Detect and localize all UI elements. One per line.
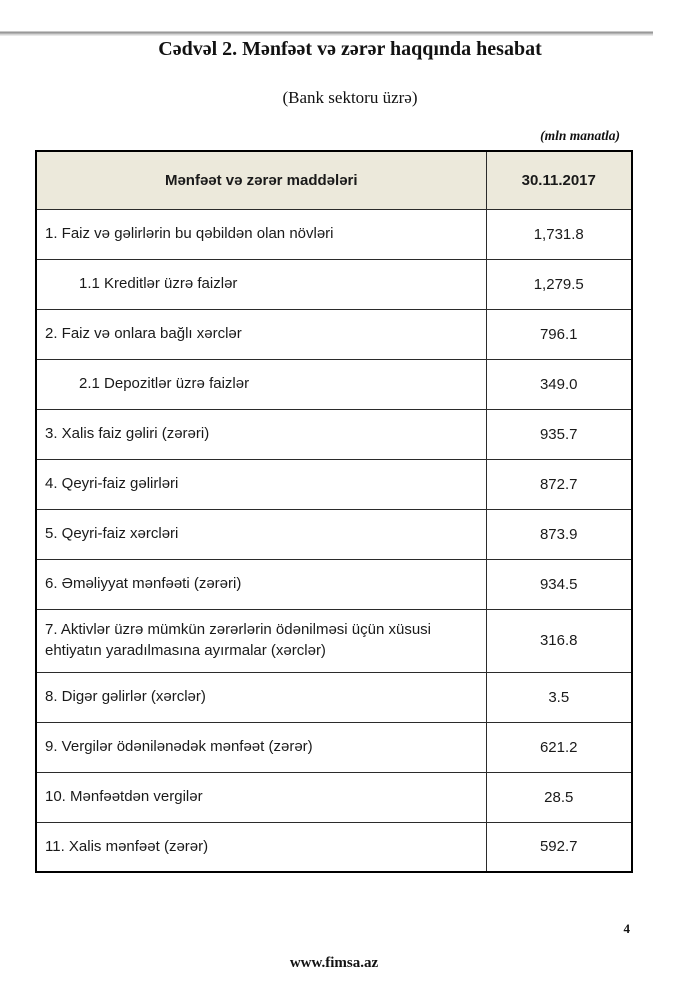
page-number: 4 — [623, 921, 630, 936]
table-row — [36, 672, 632, 722]
row-label: 6. Əməliyyat mənfəəti (zərəri) — [36, 559, 486, 609]
page-subtitle: (Bank sektoru üzrə) — [282, 88, 418, 107]
row-value: 28.5 — [486, 772, 632, 822]
table-row — [36, 559, 632, 609]
table-row — [36, 359, 632, 409]
row-label: 2.1 Depozitlər üzrə faizlər — [36, 359, 486, 409]
unit-note: (mln manatla) — [540, 128, 620, 143]
row-value: 349.0 — [486, 359, 632, 409]
row-label: 1. Faiz və gəlirlərin bu qəbildən olan növləri — [36, 209, 486, 259]
table-row — [36, 822, 632, 872]
row-label: 4. Qeyri-faiz gəlirləri — [36, 459, 486, 509]
row-value: 796.1 — [486, 309, 632, 359]
table-body — [36, 209, 632, 872]
row-label: 2. Faiz və onlara bağlı xərclər — [36, 309, 486, 359]
table-row — [36, 209, 632, 259]
row-value: 1,279.5 — [486, 259, 632, 309]
row-value: 1,731.8 — [486, 209, 632, 259]
table-row — [36, 772, 632, 822]
column-header-items: Mənfəət və zərər maddələri — [36, 151, 486, 209]
row-value: 934.5 — [486, 559, 632, 609]
page-title: Cədvəl 2. Mənfəət və zərər haqqında hesabat — [158, 38, 542, 60]
row-label: 9. Vergilər ödənilənədək mənfəət (zərər) — [36, 722, 486, 772]
table-row — [36, 722, 632, 772]
row-value: 592.7 — [486, 822, 632, 872]
row-label: 11. Xalis mənfəət (zərər) — [36, 822, 486, 872]
row-label: 10. Mənfəətdən vergilər — [36, 772, 486, 822]
row-value: 621.2 — [486, 722, 632, 772]
profit-loss-table — [35, 150, 633, 873]
row-label: 3. Xalis faiz gəliri (zərəri) — [36, 409, 486, 459]
row-label: 8. Digər gəlirlər (xərclər) — [36, 672, 486, 722]
table-row — [36, 409, 632, 459]
row-value: 316.8 — [486, 609, 632, 672]
table-row — [36, 609, 632, 672]
table-row — [36, 509, 632, 559]
table-row — [36, 309, 632, 359]
table-header-row — [36, 151, 632, 209]
table-header — [36, 151, 632, 209]
page-header-rule — [0, 31, 653, 36]
row-label: 7. Aktivlər üzrə mümkün zərərlərin ödənilməsi üçün xüsusi ehtiyatın yaradılmasına ayırmalar (xərclər) — [36, 609, 486, 672]
row-value: 3.5 — [486, 672, 632, 722]
table-row — [36, 259, 632, 309]
row-value: 872.7 — [486, 459, 632, 509]
row-value: 935.7 — [486, 409, 632, 459]
column-header-date: 30.11.2017 — [486, 151, 632, 209]
footer-url: www.fimsa.az — [289, 955, 379, 971]
row-label: 5. Qeyri-faiz xərcləri — [36, 509, 486, 559]
row-label: 1.1 Kreditlər üzrə faizlər — [36, 259, 486, 309]
table-row — [36, 459, 632, 509]
row-value: 873.9 — [486, 509, 632, 559]
